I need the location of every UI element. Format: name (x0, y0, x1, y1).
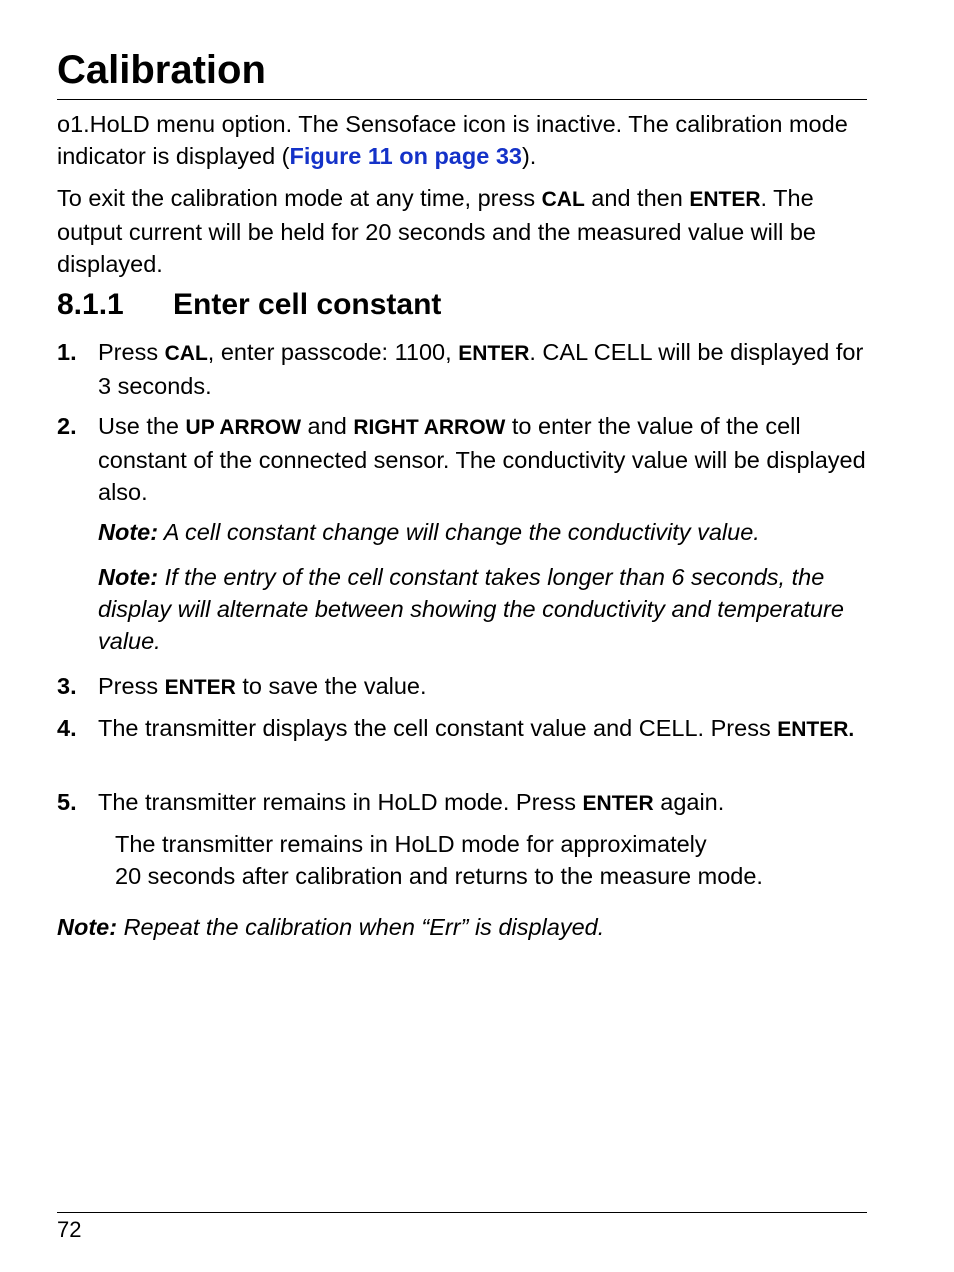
intro-text: o1.HoLD menu option. The Sensoface icon is inactive. The calibration mode indicator is displayed ( (57, 111, 848, 169)
section-title: Enter cell constant (173, 288, 442, 321)
page-number: 72 (57, 1217, 82, 1242)
step-number: 4. (57, 715, 77, 741)
step-text: , enter passcode: 1100, (207, 339, 459, 365)
key-right-arrow: RIGHT ARROW (353, 416, 506, 439)
note-label: Note: (98, 564, 159, 590)
intro-text: . The output current will be held for 20 seconds and the measured value will be displayed. (57, 185, 816, 277)
step-4-text (98, 712, 867, 746)
note-label: Note: (57, 914, 118, 940)
intro-paragraph-1 (57, 108, 867, 172)
note-2 (98, 561, 867, 657)
step-text: Use the (98, 413, 186, 439)
step-text: The transmitter displays the cell constant value and CELL. Press (98, 715, 778, 741)
key-enter: ENTER. (777, 718, 855, 741)
key-enter: ENTER (458, 342, 530, 365)
step-text: Press (98, 673, 165, 699)
note-text: Repeat the calibration when “Err” is displayed. (117, 914, 605, 940)
step-number: 5. (57, 789, 77, 815)
intro-text-end: ). (521, 143, 537, 169)
key-enter: ENTER (582, 792, 654, 815)
key-cal: CAL (541, 188, 585, 211)
step-1-text (98, 336, 867, 402)
result-line: The transmitter remains in HoLD mode for approximately (115, 831, 707, 857)
step-text: to enter the value of the cell constant of the connected sensor. The conductivity value will be displayed also. (98, 413, 866, 505)
note-3 (57, 911, 867, 943)
header-rule (57, 99, 867, 100)
intro-text: To exit the calibration mode at any time, press (57, 185, 542, 211)
step-text: to save the value. (235, 673, 427, 699)
step-text: again. (653, 789, 725, 815)
step-number: 3. (57, 673, 77, 699)
key-cal: CAL (164, 342, 208, 365)
note-text: If the entry of the cell constant takes longer than 6 seconds, the display will alternate between showing the conductivity and temperature value. (98, 564, 844, 654)
note-label: Note: (98, 519, 159, 545)
intro-paragraph-2 (57, 182, 867, 280)
footer-rule (57, 1212, 867, 1213)
step-3-text (98, 670, 867, 704)
step-5-text (98, 786, 867, 820)
step-2-text (98, 410, 867, 508)
section-heading (57, 287, 441, 323)
intro-text: and then (584, 185, 690, 211)
step-text: . CAL CELL will be displayed for 3 seconds. (98, 339, 864, 399)
note-1 (98, 516, 867, 548)
step-number: 1. (57, 339, 77, 365)
key-enter: ENTER (689, 188, 761, 211)
page-title: Calibration (57, 48, 266, 92)
step-text: Press (98, 339, 165, 365)
section-number: 8.1.1 (57, 288, 124, 321)
step-text: The transmitter remains in HoLD mode. Press (98, 789, 583, 815)
step-5-result (115, 828, 867, 892)
step-text: and (301, 413, 354, 439)
key-enter: ENTER (164, 676, 236, 699)
figure-link[interactable]: Figure 11 on page 33 (289, 143, 522, 169)
result-line: 20 seconds after calibration and returns to the measure mode. (115, 863, 763, 889)
key-up-arrow: UP ARROW (185, 416, 302, 439)
note-text: A cell constant change will change the conductivity value. (158, 519, 760, 545)
step-number: 2. (57, 413, 77, 439)
